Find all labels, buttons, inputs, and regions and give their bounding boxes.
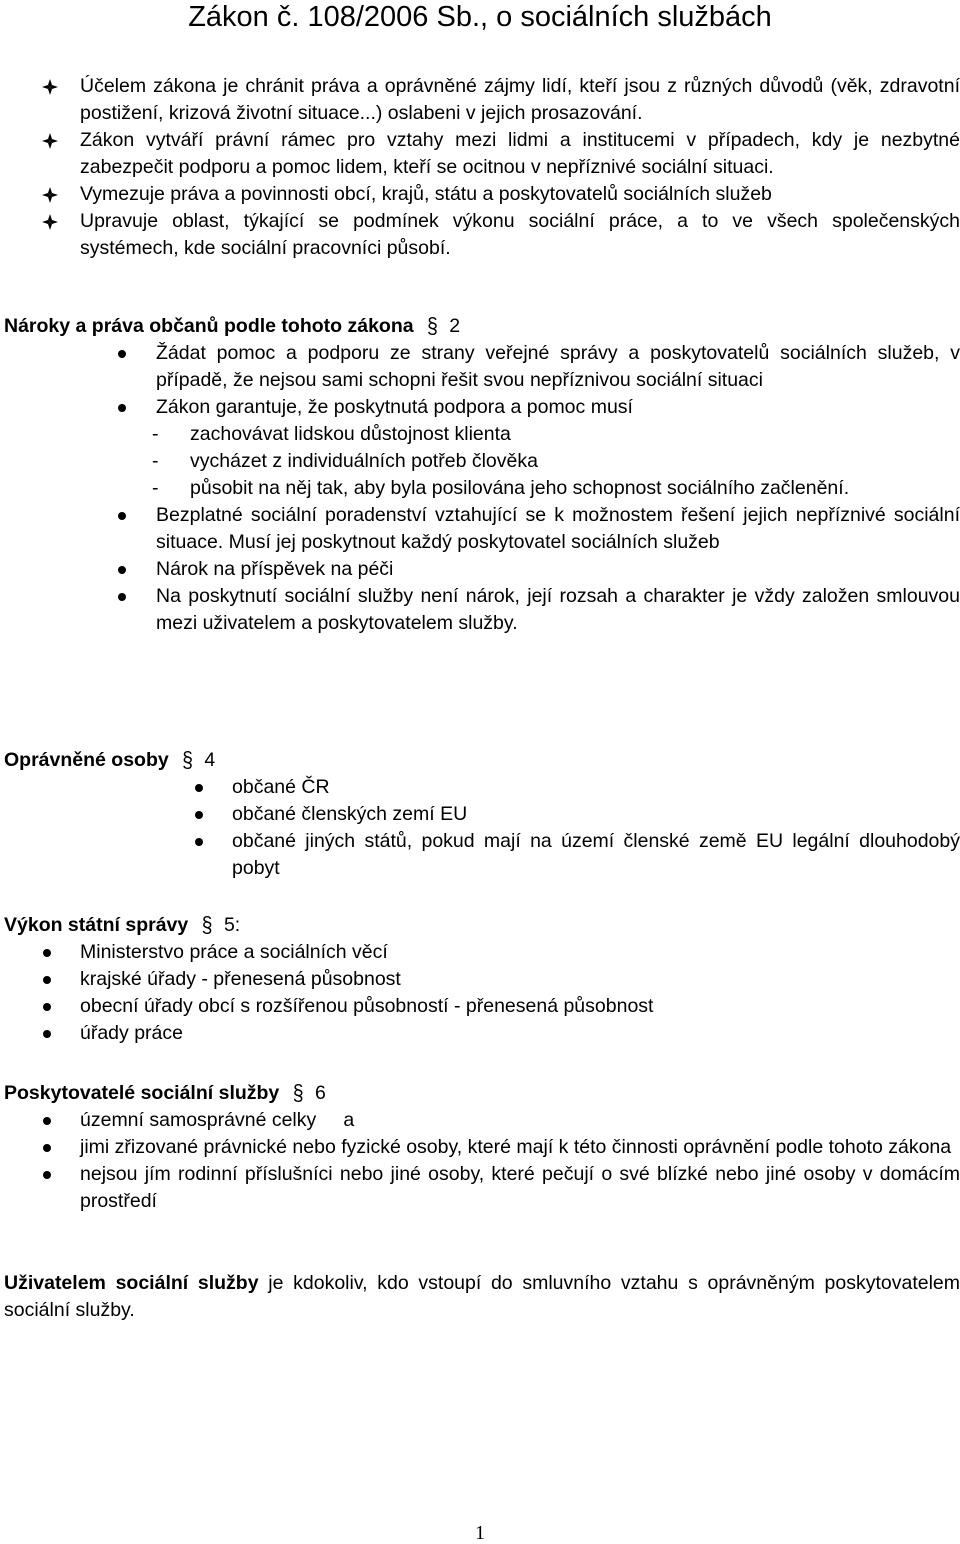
paragraph-sign: § [427,313,438,339]
administration-list [4,939,960,1047]
intro-item [0,73,960,127]
intro-list [0,73,960,262]
diamond-bullet-icon [41,181,61,208]
bullet-dot-icon [43,1171,51,1179]
bullet-dot-icon [43,1030,51,1038]
administration-item [80,993,960,1020]
page-number: 1 [475,1522,485,1544]
intro-item-text: Upravuje oblast, týkající se podmínek výkonu sociální práce, a to ve všech společenských systémech, kde sociální pracovníci působí. [80,210,960,259]
claims-list [4,340,960,637]
paragraph-sign: § [201,912,213,938]
intro-item-text: Účelem zákona je chránit práva a oprávněné zájmy lidí, kteří jsou z různých důvodů (věk, zdravotní postižení, krizová životní situace...) oslabeni v jejich prosazování. [80,75,960,124]
administration-paragraph-number: 5: [223,914,241,936]
providers-section [4,1080,960,1215]
diamond-bullet-icon [41,127,61,154]
providers-item-text: nejsou jím rodinní příslušníci nebo jiné osoby, které pečují o své blízké nebo jiné osoby v domácím prostředí [80,1163,960,1212]
claims-item-text: Žádat pomoc a podporu ze strany veřejné správy a poskytovatelů sociálních služeb, v případě, že nejsou sami schopni řešit svou nepříznivou sociální situaci [156,342,960,391]
providers-heading [4,1080,960,1107]
providers-item-text: územní samosprávné celky a [80,1109,355,1131]
claims-sub-item [152,475,960,502]
user-definition [4,1270,960,1324]
intro-item [0,208,960,262]
paragraph-sign: § [292,1080,304,1106]
providers-item [80,1161,960,1215]
administration-item-text: krajské úřady - přenesená působnost [80,968,401,990]
claims-heading-text: Nároky a práva občanů podle tohoto zákona [4,315,414,337]
claims-heading [4,313,960,340]
user-definition-text: je kdokoliv, kdo vstoupí do smluvního vztahu s oprávněným poskytovatelem sociální služby. [4,1272,960,1321]
bullet-dot-icon [118,350,126,358]
intro-item-text: Vymezuje práva a povinnosti obcí, krajů, státu a poskytovatelů sociálních služeb [80,183,772,205]
bullet-dot-icon [43,1117,51,1125]
providers-paragraph-number: 6 [314,1082,326,1104]
bullet-dot-icon [118,404,126,412]
claims-item [156,502,960,556]
dash-marker: - [152,477,159,499]
diamond-bullet-icon [41,208,61,235]
claims-item-text: Na poskytnutí sociální služby není nárok, její rozsah a charakter je vždy založen smlouvou mezi uživatelem a poskytovatelem služby. [156,585,960,634]
entitled-item-text: občané ČR [232,776,330,798]
claims-section [4,313,960,637]
dash-marker: - [152,450,159,472]
providers-item-text: jimi zřizované právnické nebo fyzické osoby, které mají k této činnosti oprávnění podle tohoto zákona [80,1136,952,1158]
diamond-bullet-icon [41,73,61,100]
claims-item-text: Zákon garantuje, že poskytnutá podpora a pomoc musí [156,396,633,418]
claims-paragraph-number: 2 [449,315,461,337]
administration-item-text: Ministerstvo práce a sociálních věcí [80,941,388,963]
administration-item-text: obecní úřady obcí s rozšířenou působností - přenesená působnost [80,995,654,1017]
administration-section [4,912,960,1047]
claims-item [156,583,960,637]
providers-list [4,1107,960,1215]
administration-item [80,1020,960,1047]
providers-heading-text: Poskytovatelé sociální služby [4,1082,280,1104]
administration-heading [4,912,960,939]
claims-sub-list [152,421,960,502]
entitled-item-text: občané jiných států, pokud mají na území členské země EU legální dlouhodobý pobyt [232,830,960,879]
administration-heading-text: Výkon státní správy [4,914,189,936]
bullet-dot-icon [195,838,203,846]
administration-item-text: úřady práce [80,1022,183,1044]
claims-item [156,340,960,394]
claims-item [152,394,960,502]
claims-sub-item-text: vycházet z individuálních potřeb člověka [190,450,538,472]
providers-item [80,1134,960,1161]
claims-sub-item-text: působit na něj tak, aby byla posilována jeho schopnost sociálního začlenění. [190,477,850,499]
bullet-dot-icon [118,512,126,520]
bullet-dot-icon [43,1003,51,1011]
administration-item [80,966,960,993]
claims-item [156,556,960,583]
intro-item [0,181,960,208]
entitled-item [232,828,960,882]
document-title: Zákon č. 108/2006 Sb., o sociálních službách [188,1,772,33]
claims-sub-item [152,448,960,475]
dash-marker: - [152,423,159,445]
bullet-dot-icon [43,949,51,957]
claims-item-text: Bezplatné sociální poradenství vztahující se k možnostem řešení jejich nepříznivé sociální situace. Musí jej poskytnout každý poskytovatel sociálních služeb [156,504,960,553]
bullet-dot-icon [118,566,126,574]
claims-sub-item-text: zachovávat lidskou důstojnost klienta [190,423,511,445]
entitled-section [4,747,960,882]
entitled-item [232,801,960,828]
bullet-dot-icon [43,1144,51,1152]
bullet-dot-icon [195,784,203,792]
entitled-item [232,774,960,801]
entitled-list [4,774,960,882]
entitled-heading [4,747,960,774]
intro-item-text: Zákon vytváří právní rámec pro vztahy mezi lidmi a institucemi v případech, kdy je nezbytné zabezpečit podporu a pomoc lidem, kteří se ocitnou v nepříznivé sociální situaci. [80,129,960,178]
bullet-dot-icon [195,811,203,819]
intro-item [0,127,960,181]
entitled-item-text: občané členských zemí EU [232,803,468,825]
paragraph-sign: § [182,747,193,773]
bullet-dot-icon [118,593,126,601]
claims-item-text: Nárok na příspěvek na péči [156,558,394,580]
user-definition-term: Uživatelem sociální služby [4,1272,259,1294]
entitled-paragraph-number: 4 [204,749,216,771]
bullet-dot-icon [43,976,51,984]
entitled-heading-text: Oprávněné osoby [4,749,169,771]
administration-item [80,939,960,966]
providers-item [80,1107,960,1134]
claims-sub-item [152,421,960,448]
